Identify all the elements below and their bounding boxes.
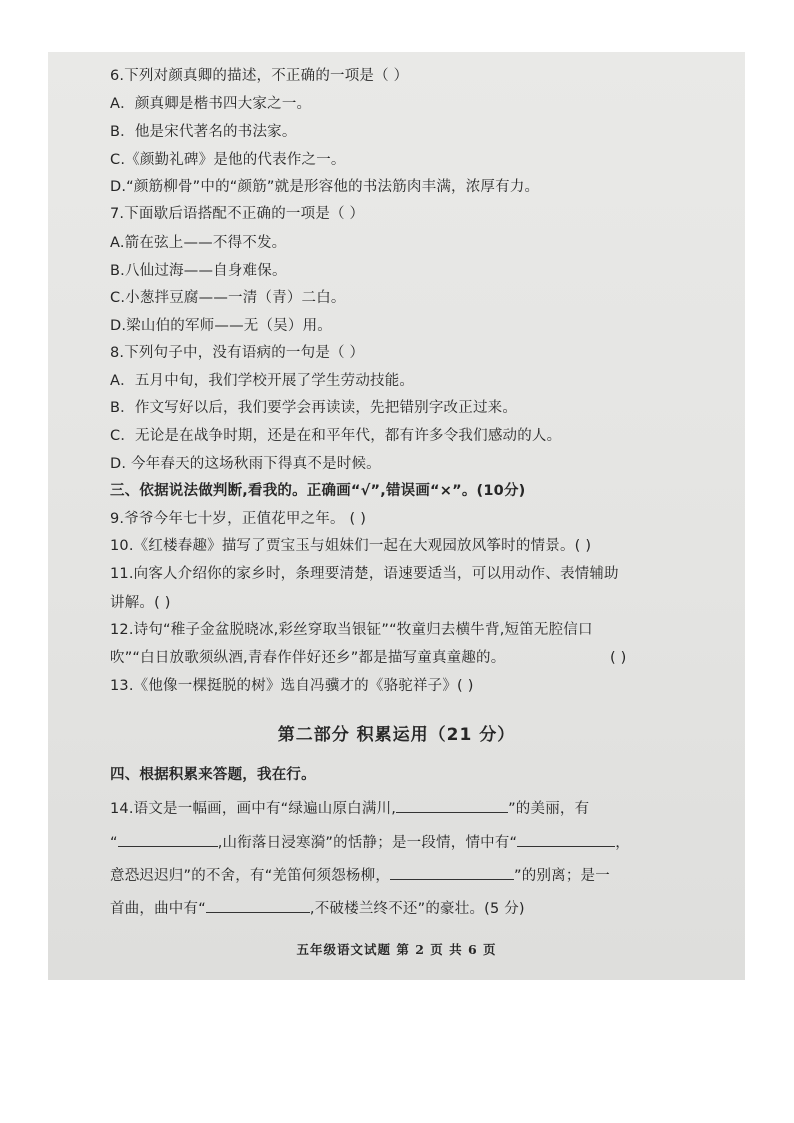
question-6-option-d: D.“颜筋柳骨”中的“颜筋”就是形容他的书法筋肉丰满，浓厚有力。: [110, 179, 540, 195]
page-footer: 五年级语文试题 第 2 页 共 6 页: [296, 942, 497, 957]
q14-text-1a: 14.语文是一幅画，画中有“绿遍山原白满川,: [110, 801, 397, 817]
question-11-line-1: 11.向客人介绍你的家乡时，条理要清楚，语速要适当，可以用动作、表情辅助: [110, 566, 619, 582]
q14-text-2b: ,山衔落日浸寒漪”的恬静；是一段情，情中有“: [217, 835, 518, 851]
question-8-stem: 8.下列句子中，没有语病的一句是（ ）: [110, 345, 365, 361]
question-9: 9.爷爷今年七十岁，正值花甲之年。 ( ): [110, 511, 367, 527]
question-8-option-c: C．无论是在战争时期，还是在和平年代，都有许多令我们感动的人。: [110, 428, 562, 444]
question-6-option-c: C.《颜勤礼碑》是他的代表作之一。: [110, 152, 346, 168]
fill-blank-1[interactable]: [396, 797, 508, 813]
q14-text-4b: ,不破楼兰终不还”的豪壮。(5 分): [309, 901, 525, 917]
q14-text-1b: ”的美丽，有: [508, 801, 590, 817]
fill-blank-5[interactable]: [206, 897, 310, 913]
question-13: 13.《他像一棵挺脱的树》选自冯骥才的《骆驼祥子》( ): [110, 678, 474, 694]
question-7-option-a: A.箭在弦上——不得不发。: [110, 235, 287, 251]
question-8-option-d: D. 今年春天的这场秋雨下得真不是时候。: [110, 456, 381, 472]
question-6-option-a: A．颜真卿是楷书四大家之一。: [110, 96, 312, 112]
question-14-line-1: [110, 797, 589, 819]
q14-text-2a: “: [110, 835, 118, 851]
part-2-title: 第二部分 积累运用（21 分）: [277, 725, 516, 745]
question-6-option-b: B．他是宋代著名的书法家。: [110, 124, 297, 140]
fill-blank-2[interactable]: [118, 831, 218, 847]
question-11-line-2: 讲解。( ): [110, 595, 171, 611]
question-8-option-b: B．作文写好以后，我们要学会再读读，先把错别字改正过来。: [110, 400, 518, 416]
fill-blank-3[interactable]: [517, 831, 615, 847]
q14-text-2c: ，: [615, 835, 630, 851]
exam-paper: [48, 52, 745, 980]
question-14-line-3: [110, 864, 610, 886]
question-12-answer-bracket: ( ): [610, 650, 627, 666]
q14-text-4a: 首曲，曲中有“: [110, 901, 206, 917]
q14-text-3b: ”的别离；是一: [514, 868, 610, 884]
question-6-stem: 6.下列对颜真卿的描述，不正确的一项是（ ）: [110, 68, 409, 84]
question-12-line-2: 吹”“白日放歌须纵酒,青春作伴好还乡”都是描写童真童趣的。: [110, 650, 506, 666]
question-8-option-a: A．五月中旬，我们学校开展了学生劳动技能。: [110, 373, 415, 389]
question-14-line-4: [110, 897, 525, 919]
question-14-line-2: [110, 831, 630, 853]
q14-text-3a: 意恐迟迟归”的不舍，有“羌笛何须怨杨柳，: [110, 868, 391, 884]
section-3-title: 三、依据说法做判断,看我的。正确画“√”,错误画“×”。(10分): [110, 483, 526, 499]
fill-blank-4[interactable]: [390, 864, 514, 880]
section-4-title: 四、根据积累来答题，我在行。: [110, 767, 316, 783]
question-7-option-c: C.小葱拌豆腐——一清（青）二白。: [110, 290, 346, 306]
question-7-option-d: D.梁山伯的军师——无（吴）用。: [110, 318, 332, 334]
question-7-stem: 7.下面歇后语搭配不正确的一项是（ ）: [110, 206, 365, 222]
question-10: 10.《红楼春趣》描写了贾宝玉与姐妹们一起在大观园放风筝时的情景。( ): [110, 538, 592, 554]
question-7-option-b: B.八仙过海——自身难保。: [110, 263, 287, 279]
question-12-line-1: 12.诗句“稚子金盆脱晓冰,彩丝穿取当银钲”“牧童归去横牛背,短笛无腔信口: [110, 622, 593, 638]
